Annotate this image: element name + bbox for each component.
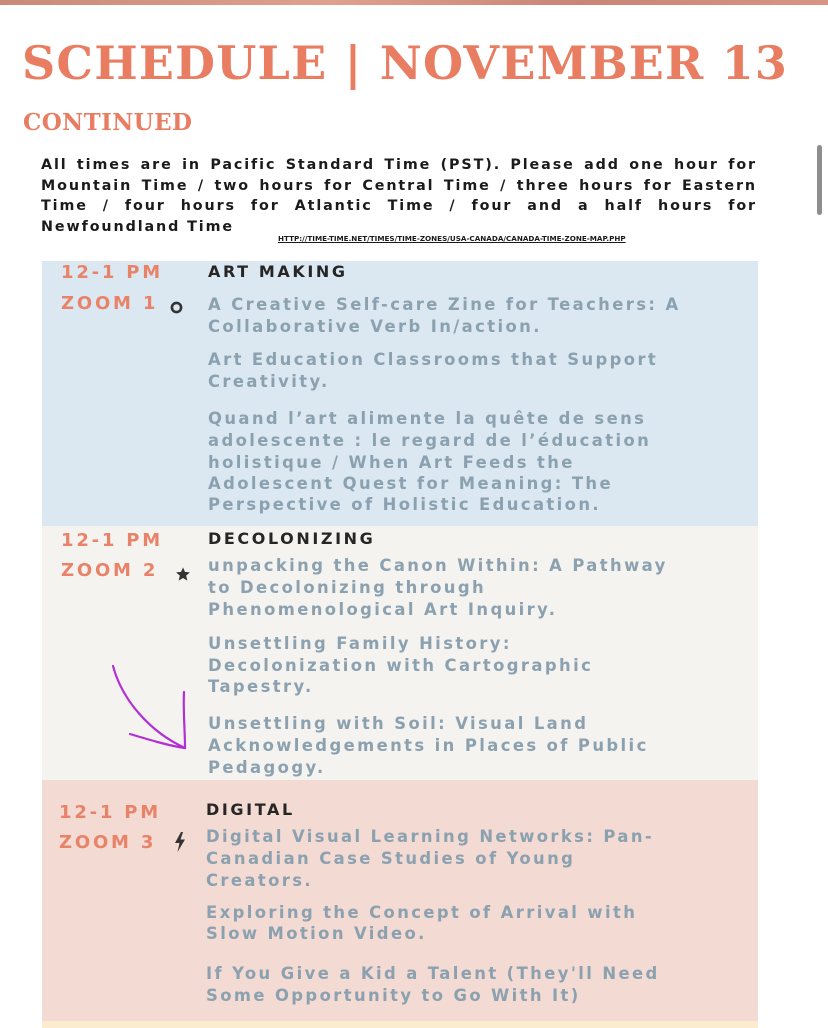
session-room: ZOOM 3 [59,832,157,853]
talk-title-line: holistique / When Art Feeds the [208,453,575,472]
timezone-map-link[interactable]: HTTP://TIME-TIME.NET/TIMES/TIME-ZONES/USA-CANADA/CANADA-TIME-ZONE-MAP.PHP [278,234,626,243]
talk-title-line: Unsettling with Soil: Visual Land [208,714,589,733]
talk-title-line: Collaborative Verb In/action. [208,317,542,336]
talk-title-line: Creators. [206,871,314,890]
talk-title-line: Unsettling Family History: [208,634,512,653]
session-room: ZOOM 1 [61,293,159,314]
talk-title-line: Acknowledgements in Places of Public [208,736,649,755]
talk-title-line: A Creative Self-care Zine for Teachers: A [208,295,681,314]
talk-title-line: Perspective of Holistic Education. [208,495,602,514]
talk-title-line: Tapestry. [208,677,314,696]
talk-title-line: Creativity. [208,372,330,391]
talk-title-line: If You Give a Kid a Talent (They'll Need [206,964,660,983]
talk-title-line: unpacking the Canon Within: A Pathway [208,556,668,575]
circle-icon [170,301,183,314]
arrow-down-right-icon [70,660,200,760]
talk-title-line: Digital Visual Learning Networks: Pan- [206,827,655,846]
page-title: SCHEDULE | NOVEMBER 13 [22,36,789,90]
talk-title-line: Exploring the Concept of Arrival with [206,903,638,922]
timezone-note: All times are in Pacific Standard Time (PST). Please add one hour for Mountain Time / two hours for Central Time / three hours for Eastern Time / four hours for Atlantic Time / four and a half hours for Newfoundland Time [41,157,757,235]
talk-title-line: Quand l’art alimente la quête de sens [208,409,647,428]
talk-title-line: Canadian Case Studies of Young [206,849,576,868]
session-time: 12-1 PM [59,802,162,823]
session-room: ZOOM 2 [61,560,159,581]
session-time: 12-1 PM [61,262,164,283]
session-time: 12-1 PM [61,530,164,551]
talk-title-line: Slow Motion Video. [206,924,427,943]
scrollbar[interactable] [817,145,822,215]
talk-title-line: to Decolonizing through [208,578,487,597]
talk-title-line: Some Opportunity to Go With It) [206,986,581,1005]
page-subtitle: CONTINUED [23,109,193,136]
session-art-making [42,261,758,526]
talk-title-line: Decolonization with Cartographic [208,656,594,675]
session-digital [42,780,758,1021]
session-theme: ART MAKING [208,262,348,281]
next-session-strip [42,1021,758,1028]
lightning-icon [174,832,186,852]
talk-title-line: Art Education Classrooms that Support [208,350,659,369]
talk-title-line: Adolescent Quest for Meaning: The [208,474,614,493]
talk-title-line: adolescente : le regard de l’éducation [208,431,652,450]
session-theme: DECOLONIZING [208,529,376,548]
talk-title-line: Pedagogy. [208,758,326,777]
star-icon [175,566,191,582]
session-theme: DIGITAL [206,800,295,819]
top-decorative-strip [0,0,828,5]
talk-title-line: Phenomenological Art Inquiry. [208,600,558,619]
